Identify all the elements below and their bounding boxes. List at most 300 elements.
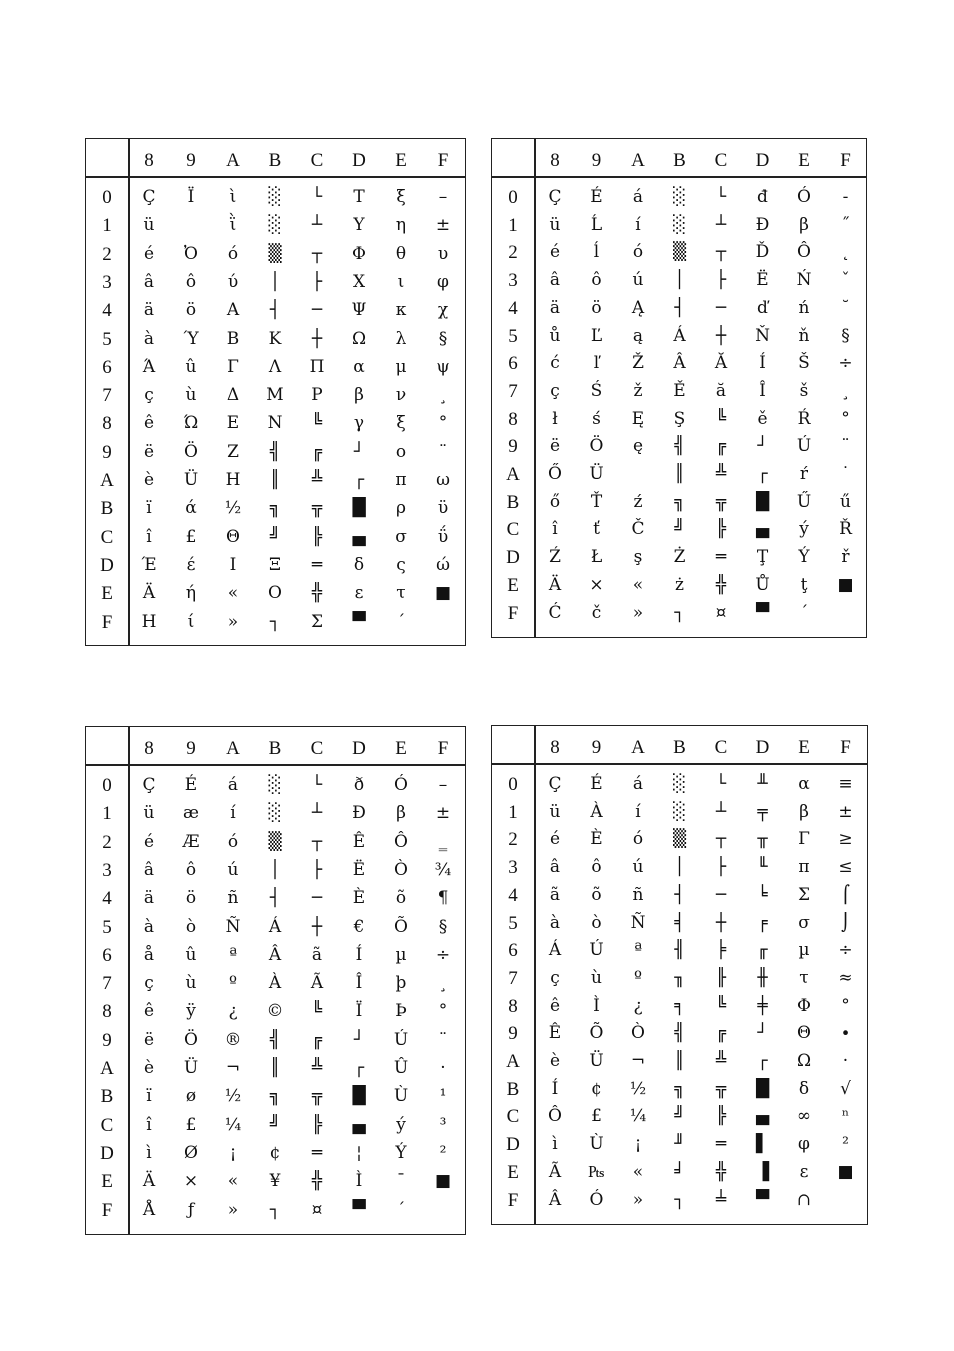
- char-cell-94: ö: [185, 888, 197, 909]
- char-cell-DE: ε: [354, 583, 364, 604]
- char-cell-BC: ╝: [674, 519, 685, 540]
- column-header-F: F: [437, 150, 449, 171]
- char-cell-C2: ┬: [311, 243, 323, 264]
- char-cell-A5: ą: [632, 325, 644, 346]
- char-cell-F9: ¨: [438, 1029, 448, 1050]
- char-cell-95: ò: [185, 916, 197, 937]
- row-header-A: A: [100, 470, 114, 491]
- char-cell-BD: ╜: [674, 1134, 685, 1155]
- char-cell-AB: ½: [629, 1078, 647, 1099]
- char-cell-B1: ░: [672, 801, 687, 822]
- column-header-8: 8: [550, 737, 560, 758]
- char-cell-ED: Ý: [395, 1142, 407, 1163]
- char-cell-89: ë: [143, 1029, 155, 1050]
- char-cell-E8: ξ: [396, 413, 406, 434]
- char-cell-C7: Ρ: [311, 385, 323, 406]
- char-cell-D8: Ï: [355, 1001, 363, 1022]
- char-cell-B5: ╡: [674, 912, 685, 933]
- char-cell-86: Á: [548, 940, 562, 961]
- column-header-E: E: [395, 150, 407, 171]
- column-header-E: E: [798, 737, 810, 758]
- column-header-D: D: [352, 738, 366, 759]
- column-header-8: 8: [144, 738, 154, 759]
- char-cell-90: É: [184, 775, 198, 795]
- row-header-C: C: [506, 1106, 520, 1128]
- char-cell-81: ü: [549, 214, 561, 235]
- char-cell-FB: ϋ: [437, 498, 449, 519]
- char-cell-B6: ╢: [674, 940, 685, 961]
- char-cell-B8: ©: [266, 1001, 284, 1022]
- char-cell-F8: °: [438, 413, 448, 434]
- char-cell-BE: ¥: [269, 1171, 281, 1192]
- row-header-2: 2: [102, 831, 112, 853]
- column-header-B: B: [673, 150, 686, 171]
- char-cell-BF: ┐: [269, 611, 281, 632]
- char-cell-96: ľ: [593, 353, 600, 374]
- column-header-9: 9: [186, 738, 196, 759]
- char-cell-A0: á: [632, 774, 644, 794]
- char-cell-BC: ╝: [269, 1114, 281, 1135]
- char-cell-9D: Ù: [589, 1134, 604, 1155]
- char-cell-CC: ╠: [715, 519, 727, 540]
- char-cell-84: ä: [143, 300, 155, 321]
- column-header-D: D: [755, 150, 770, 171]
- row-header-F: F: [101, 611, 113, 633]
- char-cell-A1: í: [230, 803, 236, 824]
- char-cell-C4: ─: [715, 884, 727, 905]
- char-cell-C3: ├: [311, 859, 323, 880]
- char-cell-D3: Ë: [352, 859, 366, 880]
- char-cell-8B: ő: [549, 491, 561, 512]
- char-cell-D5: Ň: [755, 325, 770, 346]
- char-cell-B3: │: [269, 271, 281, 292]
- char-cell-E9: Ú: [796, 436, 812, 457]
- char-cell-8F: Ć: [548, 602, 562, 623]
- row-header-A: A: [506, 1051, 520, 1072]
- char-cell-DB: █: [352, 1086, 366, 1107]
- char-cell-95: Ύ: [183, 328, 199, 349]
- char-cell-94: ö: [185, 300, 197, 321]
- char-cell-EE: τ: [396, 583, 406, 604]
- char-cell-82: é: [549, 829, 561, 850]
- row-header-5: 5: [102, 916, 112, 938]
- char-cell-9F: č: [591, 602, 602, 623]
- char-cell-E7: ν: [395, 385, 407, 406]
- row-header-E: E: [507, 574, 519, 596]
- char-cell-F9: ¨: [438, 441, 448, 462]
- char-cell-DF: ▀: [755, 1189, 770, 1210]
- char-cell-AB: ź: [633, 491, 643, 512]
- char-cell-8E: Ã: [548, 1161, 562, 1182]
- char-cell-9F: Ó: [589, 1189, 604, 1210]
- char-cell-9E: ×: [183, 1171, 199, 1192]
- char-cell-D7: Î: [759, 380, 766, 401]
- row-header-9: 9: [102, 441, 112, 463]
- char-cell-CB: ╦: [311, 1086, 323, 1107]
- row-divider: [86, 176, 465, 178]
- char-cell-8D: ì: [552, 1134, 558, 1155]
- row-header-F: F: [507, 602, 519, 624]
- char-cell-BD: Ξ: [269, 554, 281, 575]
- char-cell-8C: î: [146, 526, 152, 547]
- char-cell-80: Ç: [548, 774, 562, 794]
- char-cell-FD: ²: [842, 1134, 849, 1155]
- column-header-C: C: [714, 150, 728, 171]
- column-header-A: A: [226, 150, 240, 171]
- char-cell-FC: Ř: [839, 519, 852, 540]
- char-cell-A7: º: [634, 967, 642, 988]
- row-header-0: 0: [508, 774, 518, 795]
- char-cell-A4: Α: [226, 300, 240, 321]
- char-cell-82: é: [143, 831, 155, 852]
- char-cell-DA: ┌: [353, 470, 365, 490]
- char-cell-A3: ú: [632, 270, 644, 291]
- char-cell-8B: ï: [146, 1086, 152, 1107]
- char-cell-A0: á: [632, 187, 644, 207]
- char-cell-E6: µ: [798, 940, 810, 961]
- char-cell-BE: ż: [675, 574, 684, 595]
- char-cell-C7: Ã: [310, 973, 324, 994]
- char-cell-FC: ΰ: [437, 526, 449, 547]
- row-header-4: 4: [508, 297, 518, 319]
- column-divider: [128, 139, 130, 645]
- char-cell-99: Ö: [589, 436, 604, 457]
- char-cell-A1: ῒ: [229, 215, 237, 236]
- char-cell-E5: σ: [798, 912, 810, 933]
- row-header-6: 6: [508, 940, 518, 962]
- char-cell-E8: Þ: [395, 1001, 407, 1022]
- char-cell-AB: ½: [224, 1086, 242, 1107]
- row-header-E: E: [101, 1171, 113, 1193]
- char-cell-E5: ň: [798, 325, 810, 346]
- char-cell-EA: Û: [393, 1058, 409, 1078]
- char-cell-E8: Ŕ: [797, 408, 811, 429]
- row-header-8: 8: [102, 1001, 112, 1023]
- char-cell-B7: À: [268, 973, 282, 994]
- char-cell-D1: Ð: [352, 803, 366, 824]
- char-cell-C1: ┴: [715, 801, 727, 822]
- char-cell-BE: Ο: [268, 583, 282, 604]
- char-cell-B9: ╣: [674, 436, 685, 457]
- row-header-7: 7: [102, 385, 112, 407]
- char-cell-FD: ²: [439, 1142, 447, 1163]
- char-cell-C4: ─: [715, 297, 727, 318]
- char-cell-90: É: [590, 187, 603, 207]
- char-cell-A3: ú: [227, 859, 239, 880]
- row-header-A: A: [506, 464, 520, 485]
- char-cell-85: ů: [549, 325, 561, 346]
- row-header-B: B: [100, 498, 114, 520]
- char-cell-B8: ╕: [674, 995, 685, 1016]
- char-cell-F0: –: [438, 775, 448, 795]
- char-cell-D1: Υ: [353, 215, 365, 236]
- char-cell-E5: λ: [395, 328, 407, 349]
- char-cell-C1: ┴: [311, 215, 323, 236]
- char-cell-E9: Ú: [393, 1029, 409, 1050]
- column-header-C: C: [310, 150, 324, 171]
- row-header-1: 1: [102, 215, 112, 237]
- char-cell-97: Ś: [590, 380, 603, 401]
- char-cell-D6: ╓: [757, 940, 768, 961]
- char-cell-8D: ì: [146, 1142, 152, 1163]
- char-cell-D4: ď: [757, 297, 768, 318]
- char-cell-9C: £: [185, 526, 197, 547]
- char-cell-F6: ÷: [838, 940, 853, 961]
- char-cell-F5: §: [438, 916, 448, 937]
- char-cell-D7: ╫: [757, 967, 768, 988]
- char-cell-DD: δ: [353, 554, 365, 575]
- char-cell-D9: ┘: [353, 1029, 365, 1050]
- char-cell-EA: ŕ: [799, 464, 809, 484]
- char-cell-A9: Ζ: [227, 441, 239, 462]
- char-cell-D8: ╪: [757, 995, 768, 1016]
- column-header-9: 9: [591, 737, 602, 758]
- char-cell-80: Ç: [142, 775, 156, 795]
- char-cell-EB: δ: [798, 1078, 810, 1099]
- char-cell-D9: ┘: [353, 441, 365, 462]
- char-cell-D3: Χ: [352, 271, 366, 292]
- column-header-D: D: [352, 150, 366, 171]
- char-cell-9A: Ü: [183, 470, 199, 490]
- char-cell-B2: ▒: [672, 829, 687, 850]
- char-cell-B3: │: [674, 270, 685, 291]
- char-cell-B0: ░: [672, 774, 687, 794]
- char-cell-CA: ╩: [715, 1051, 727, 1071]
- char-cell-F0: ≡: [838, 774, 853, 794]
- char-cell-D2: ╥: [757, 829, 768, 850]
- row-header-3: 3: [508, 270, 518, 292]
- char-cell-E1: β: [799, 214, 809, 235]
- char-cell-C0: └: [311, 775, 323, 795]
- row-header-F: F: [101, 1199, 113, 1221]
- char-cell-F1: ±: [435, 215, 451, 236]
- char-cell-96: Ú: [589, 940, 604, 961]
- char-cell-AD: Ι: [229, 554, 237, 575]
- char-cell-DF: ▀: [352, 1199, 366, 1220]
- code-page-table-top-right: [491, 138, 867, 638]
- char-cell-DD: ¦: [356, 1142, 362, 1163]
- char-cell-CC: ╠: [311, 1114, 323, 1135]
- char-cell-A6: Ž: [632, 353, 644, 374]
- char-cell-87: ç: [144, 385, 154, 406]
- column-header-F: F: [840, 737, 851, 758]
- char-cell-DB: █: [352, 498, 366, 519]
- char-cell-F9: ¨: [841, 436, 850, 457]
- char-cell-A2: ó: [227, 831, 239, 852]
- char-cell-9A: Ü: [589, 464, 604, 484]
- char-cell-FC: ³: [439, 1114, 447, 1135]
- char-cell-E9: ο: [395, 441, 407, 462]
- char-cell-C0: └: [715, 187, 727, 207]
- char-cell-82: é: [549, 242, 561, 263]
- char-cell-EF: ´: [396, 1199, 406, 1220]
- char-cell-DB: █: [755, 491, 770, 512]
- char-cell-8D: Έ: [141, 554, 157, 575]
- char-cell-C7: ă: [715, 380, 727, 401]
- char-cell-CE: ╬: [715, 1161, 727, 1182]
- char-cell-F9: ∙: [841, 1023, 850, 1044]
- char-cell-F0: -: [842, 187, 849, 207]
- char-cell-EE: ε: [799, 1161, 809, 1182]
- char-cell-B1: ░: [672, 214, 687, 235]
- char-cell-B7: Μ: [266, 385, 284, 406]
- char-cell-D5: Ω: [351, 328, 367, 349]
- char-cell-8F: Η: [141, 611, 157, 632]
- char-cell-EB: Ù: [393, 1086, 409, 1107]
- column-header-9: 9: [186, 150, 196, 171]
- char-cell-D3: Ë: [756, 270, 769, 291]
- row-divider: [86, 764, 465, 766]
- char-cell-BA: ║: [269, 1058, 281, 1078]
- char-cell-88: ê: [143, 413, 155, 434]
- char-cell-AE: «: [227, 1171, 239, 1192]
- row-header-8: 8: [102, 413, 112, 435]
- char-cell-C8: ╚: [715, 408, 727, 429]
- char-cell-A5: Ñ: [630, 912, 646, 933]
- row-header-B: B: [506, 491, 520, 513]
- char-cell-84: ä: [143, 888, 155, 909]
- char-cell-93: ô: [185, 859, 197, 880]
- char-cell-C8: ╚: [311, 1001, 323, 1022]
- char-cell-ED: φ: [798, 1134, 810, 1155]
- char-cell-E6: μ: [395, 356, 407, 377]
- row-divider: [492, 176, 866, 178]
- char-cell-F3: φ: [437, 271, 449, 292]
- char-cell-89: ë: [143, 441, 155, 462]
- char-cell-97: ù: [591, 967, 602, 988]
- char-cell-C9: ╔: [715, 436, 727, 457]
- char-cell-E2: θ: [395, 243, 407, 264]
- char-cell-81: ü: [143, 215, 155, 236]
- char-cell-CD: ═: [311, 554, 323, 575]
- char-cell-BB: ╗: [269, 1086, 281, 1107]
- column-divider: [534, 139, 536, 637]
- char-cell-98: ś: [592, 408, 601, 429]
- char-cell-C2: ┬: [311, 831, 323, 852]
- char-cell-CB: ╦: [715, 491, 727, 512]
- char-cell-FA: ·: [842, 1051, 849, 1071]
- char-cell-A2: ó: [632, 829, 644, 850]
- column-header-A: A: [226, 738, 240, 759]
- char-cell-E1: η: [395, 215, 407, 236]
- char-cell-85: à: [549, 912, 561, 933]
- char-cell-EB: Ű: [796, 491, 812, 512]
- char-cell-CD: ═: [715, 1134, 727, 1155]
- char-cell-93: ô: [591, 857, 602, 878]
- row-header-6: 6: [102, 356, 112, 378]
- char-cell-83: â: [143, 859, 155, 880]
- char-cell-DF: ▀: [352, 611, 366, 632]
- char-cell-D0: đ: [757, 187, 768, 207]
- char-cell-E2: Ô: [797, 242, 811, 263]
- char-cell-84: ä: [549, 297, 561, 318]
- char-cell-9D: έ: [186, 554, 196, 575]
- char-cell-B3: │: [674, 857, 685, 878]
- char-cell-C5: ┼: [311, 328, 323, 349]
- char-cell-A3: ύ: [227, 271, 239, 292]
- column-header-A: A: [631, 737, 645, 758]
- char-cell-E2: Ô: [394, 831, 408, 852]
- char-cell-FC: ⁿ: [841, 1106, 850, 1127]
- char-cell-ED: Ý: [798, 547, 810, 568]
- char-cell-ED: ς: [396, 554, 406, 575]
- row-header-C: C: [506, 519, 520, 541]
- row-header-1: 1: [508, 214, 518, 236]
- char-cell-88: ê: [143, 1001, 155, 1022]
- row-header-7: 7: [508, 967, 518, 989]
- char-cell-86: Ά: [142, 356, 156, 377]
- column-header-F: F: [840, 150, 851, 171]
- char-cell-EB: ρ: [396, 498, 406, 519]
- char-cell-E3: Ń: [796, 270, 812, 291]
- char-cell-E4: ń: [798, 297, 810, 318]
- char-cell-C5: ┼: [715, 325, 727, 346]
- char-cell-97: ù: [185, 385, 197, 406]
- char-cell-99: Õ: [589, 1023, 604, 1044]
- char-cell-A3: ú: [632, 857, 644, 878]
- char-cell-F5: §: [841, 325, 850, 346]
- char-cell-C4: ─: [311, 888, 323, 909]
- char-cell-F7: ¸: [841, 380, 850, 401]
- char-cell-D5: €: [353, 916, 365, 937]
- row-header-1: 1: [508, 801, 518, 823]
- char-cell-A1: í: [635, 214, 641, 235]
- char-cell-A8: Ε: [226, 413, 240, 434]
- char-cell-AE: «: [632, 1161, 644, 1182]
- char-cell-A9: ę: [632, 436, 644, 457]
- row-header-E: E: [507, 1161, 519, 1183]
- char-cell-AB: ½: [224, 498, 242, 519]
- char-cell-B4: ┤: [674, 297, 685, 318]
- char-cell-BB: ╗: [674, 491, 685, 512]
- char-cell-89: Ê: [548, 1023, 562, 1044]
- char-cell-B2: ▒: [672, 242, 687, 263]
- char-cell-C2: ┬: [715, 242, 727, 263]
- char-cell-DD: Ţ: [756, 547, 769, 568]
- row-header-5: 5: [102, 328, 112, 350]
- char-cell-98: Ì: [593, 995, 600, 1016]
- char-cell-DD: ▌: [755, 1134, 770, 1155]
- char-cell-F8: °: [841, 408, 850, 429]
- char-cell-9D: Ø: [184, 1142, 198, 1163]
- char-cell-A0: ὶ: [229, 187, 237, 207]
- char-cell-B6: Â: [673, 353, 686, 374]
- char-cell-AC: ¼: [224, 1114, 242, 1135]
- row-header-6: 6: [102, 944, 112, 966]
- char-cell-8E: Ä: [142, 583, 156, 604]
- char-cell-E0: Ó: [797, 187, 811, 207]
- char-cell-8D: Ź: [549, 547, 561, 568]
- char-cell-96: û: [185, 944, 197, 965]
- char-cell-E7: þ: [395, 973, 407, 994]
- char-cell-E3: Ò: [394, 859, 408, 880]
- char-cell-C1: ┴: [715, 214, 727, 235]
- char-cell-B2: ▒: [268, 831, 282, 852]
- char-cell-D4: È: [352, 888, 366, 909]
- char-cell-CC: ╠: [715, 1106, 727, 1127]
- row-header-1: 1: [102, 803, 112, 825]
- row-header-6: 6: [508, 353, 518, 375]
- char-cell-9C: £: [591, 1106, 602, 1127]
- char-cell-9E: ×: [589, 574, 604, 595]
- row-header-2: 2: [508, 829, 518, 851]
- char-cell-E7: τ: [799, 967, 809, 988]
- char-cell-E9: Θ: [797, 1023, 811, 1044]
- char-cell-FE: ■: [837, 1161, 854, 1182]
- char-cell-9B: ά: [185, 498, 197, 519]
- char-cell-AA: ¬: [630, 1051, 646, 1071]
- char-cell-EF: ´: [799, 602, 809, 623]
